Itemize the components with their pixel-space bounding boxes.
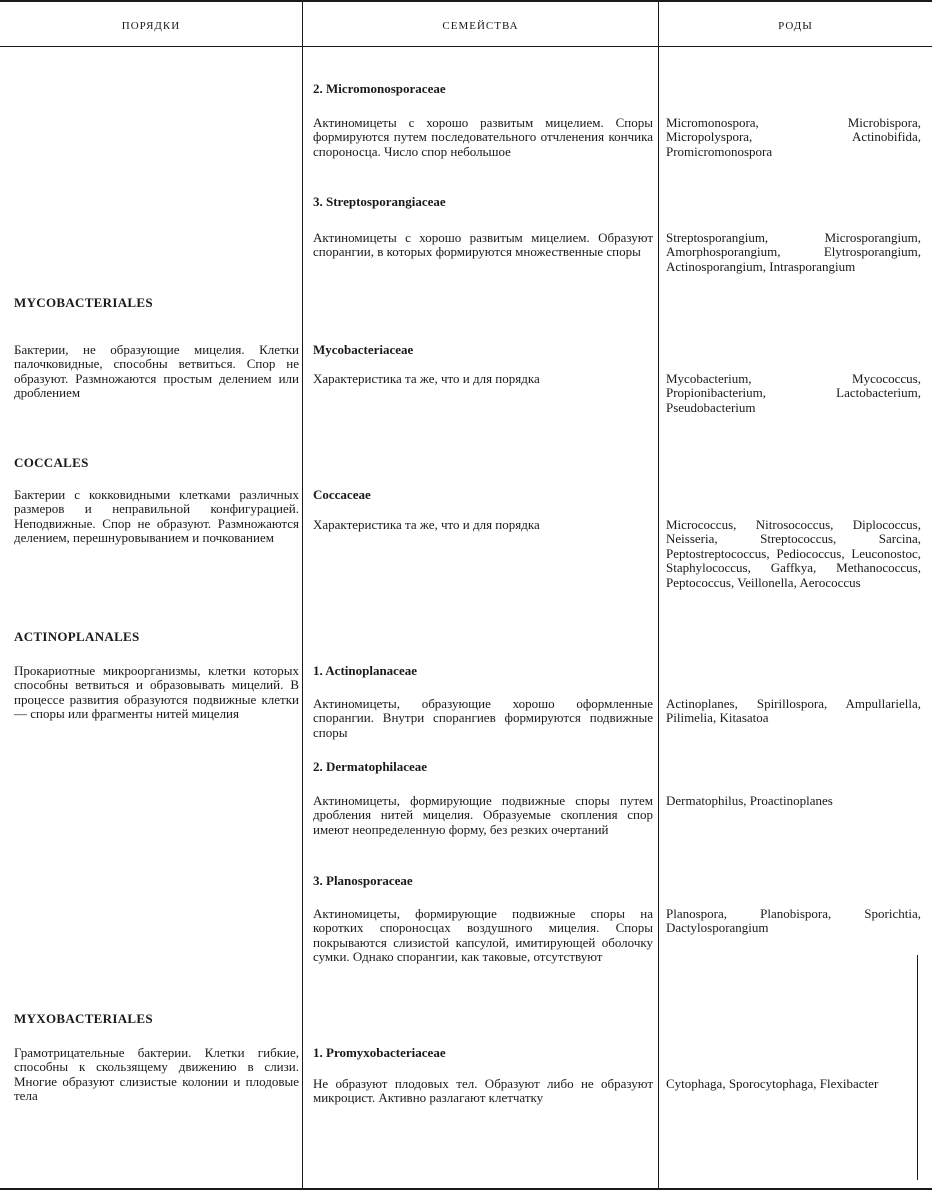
- family-description: Актиномицеты, формирующие подвижные споры путем дробления нитей мицелия. Образуемые скопления спор имеют неопределенную форму, без резких очертаний: [313, 793, 653, 837]
- genera-list: Dermatophilus, Proactinoplanes: [666, 793, 833, 808]
- order-name: COCCALES: [14, 455, 89, 470]
- order-description: Бактерии с кокковидными клетками различных размеров и неправильной конфигурацией. Неподвижные. Спор не образуют. Размножаются делением, перешнуровыванием и почкованием: [14, 487, 299, 546]
- genera-list: Micromonospora, Microbispora, Micropolyspora, Actinobifida, Promicromonospora: [666, 115, 921, 159]
- family-name: 2. Dermatophilaceae: [313, 759, 428, 774]
- family-name: 1. Actinoplanaceae: [313, 663, 417, 678]
- genera-list: Mycobacterium, Mycococcus, Propionibacterium, Lactobacterium, Pseudobacterium: [666, 371, 921, 415]
- top-rule: [0, 0, 932, 2]
- family-name: 1. Promyxobacteriaceae: [313, 1045, 446, 1060]
- family-name: Mycobacteriaceae: [313, 342, 414, 357]
- column-divider-2: [658, 0, 659, 1188]
- order-name: MYXOBACTERIALES: [14, 1011, 153, 1026]
- genera-list: Micrococcus, Nitrosococcus, Diplococcus, Neisseria, Streptococcus, Sarcina, Peptostreptococcus, Pediococcus, Leuconostoc, Staphylococcus, Gaffkya, Methanococcus, Peptococcus, Veillonella, Aerococcus: [666, 517, 921, 590]
- family-name: 2. Micromonosporaceae: [313, 81, 446, 96]
- header-rule: [0, 46, 932, 47]
- header-orders: ПОРЯДКИ: [121, 20, 181, 32]
- order-description: Бактерии, не образующие мицелия. Клетки палочковидные, способны ветвиться. Спор не образуют. Размножаются простым делением или дроблением: [14, 342, 299, 401]
- family-description: Актиномицеты с хорошо развитым мицелием. Образуют спорангии, в которых формируются множественные споры: [313, 230, 653, 260]
- order-name: MYCOBACTERIALES: [14, 295, 153, 310]
- family-description: Характеристика та же, что и для порядка: [313, 517, 540, 532]
- family-description: Актиномицеты, образующие хорошо оформленные спорангии. Внутри спорангиев формируются подвижные споры: [313, 696, 653, 740]
- margin-mark: [917, 955, 918, 1180]
- header-families: СЕМЕЙСТВА: [442, 20, 519, 32]
- genera-list: Cytophaga, Sporocytophaga, Flexibacter: [666, 1076, 879, 1091]
- family-description: Характеристика та же, что и для порядка: [313, 371, 540, 386]
- column-divider-1: [302, 0, 303, 1188]
- family-description: Не образуют плодовых тел. Образуют либо не образуют микроцист. Активно разлагают клетчатку: [313, 1076, 653, 1106]
- genera-list: Streptosporangium, Microsporangium, Amorphosporangium, Elytrosporangium, Actinosporangium, Intrasporangium: [666, 230, 921, 274]
- family-name: Coccaceae: [313, 487, 371, 502]
- family-description: Актиномицеты с хорошо развитым мицелием. Споры формируются путем последовательного отчленения кончика спороносца. Число спор небольшое: [313, 115, 653, 159]
- genera-list: Actinoplanes, Spirillospora, Ampullariella, Pilimelia, Kitasatoa: [666, 696, 921, 726]
- genera-list: Planospora, Planobispora, Sporichtia, Dactylosporangium: [666, 906, 921, 936]
- family-name: 3. Planosporaceae: [313, 873, 413, 888]
- order-description: Грамотрицательные бактерии. Клетки гибкие, способны к скользящему движению в слизи. Многие образуют слизистые колонии и плодовые тела: [14, 1045, 299, 1104]
- header-genera: РОДЫ: [778, 20, 813, 32]
- bottom-rule: [0, 1188, 932, 1190]
- family-name: 3. Streptosporangiaceae: [313, 194, 446, 209]
- family-description: Актиномицеты, формирующие подвижные споры на коротких спороносцах воздушного мицелия. Споры покрываются слизистой капсулой, имитирующей оболочку сумки. Однако спорангии, как таковые, отсутствуют: [313, 906, 653, 965]
- order-description: Прокариотные микроорганизмы, клетки которых способны ветвиться и образовывать мицелий. В процессе развития образуются подвижные клетки — споры или фрагменты нитей мицелия: [14, 663, 299, 722]
- order-name: ACTINOPLANALES: [14, 629, 140, 644]
